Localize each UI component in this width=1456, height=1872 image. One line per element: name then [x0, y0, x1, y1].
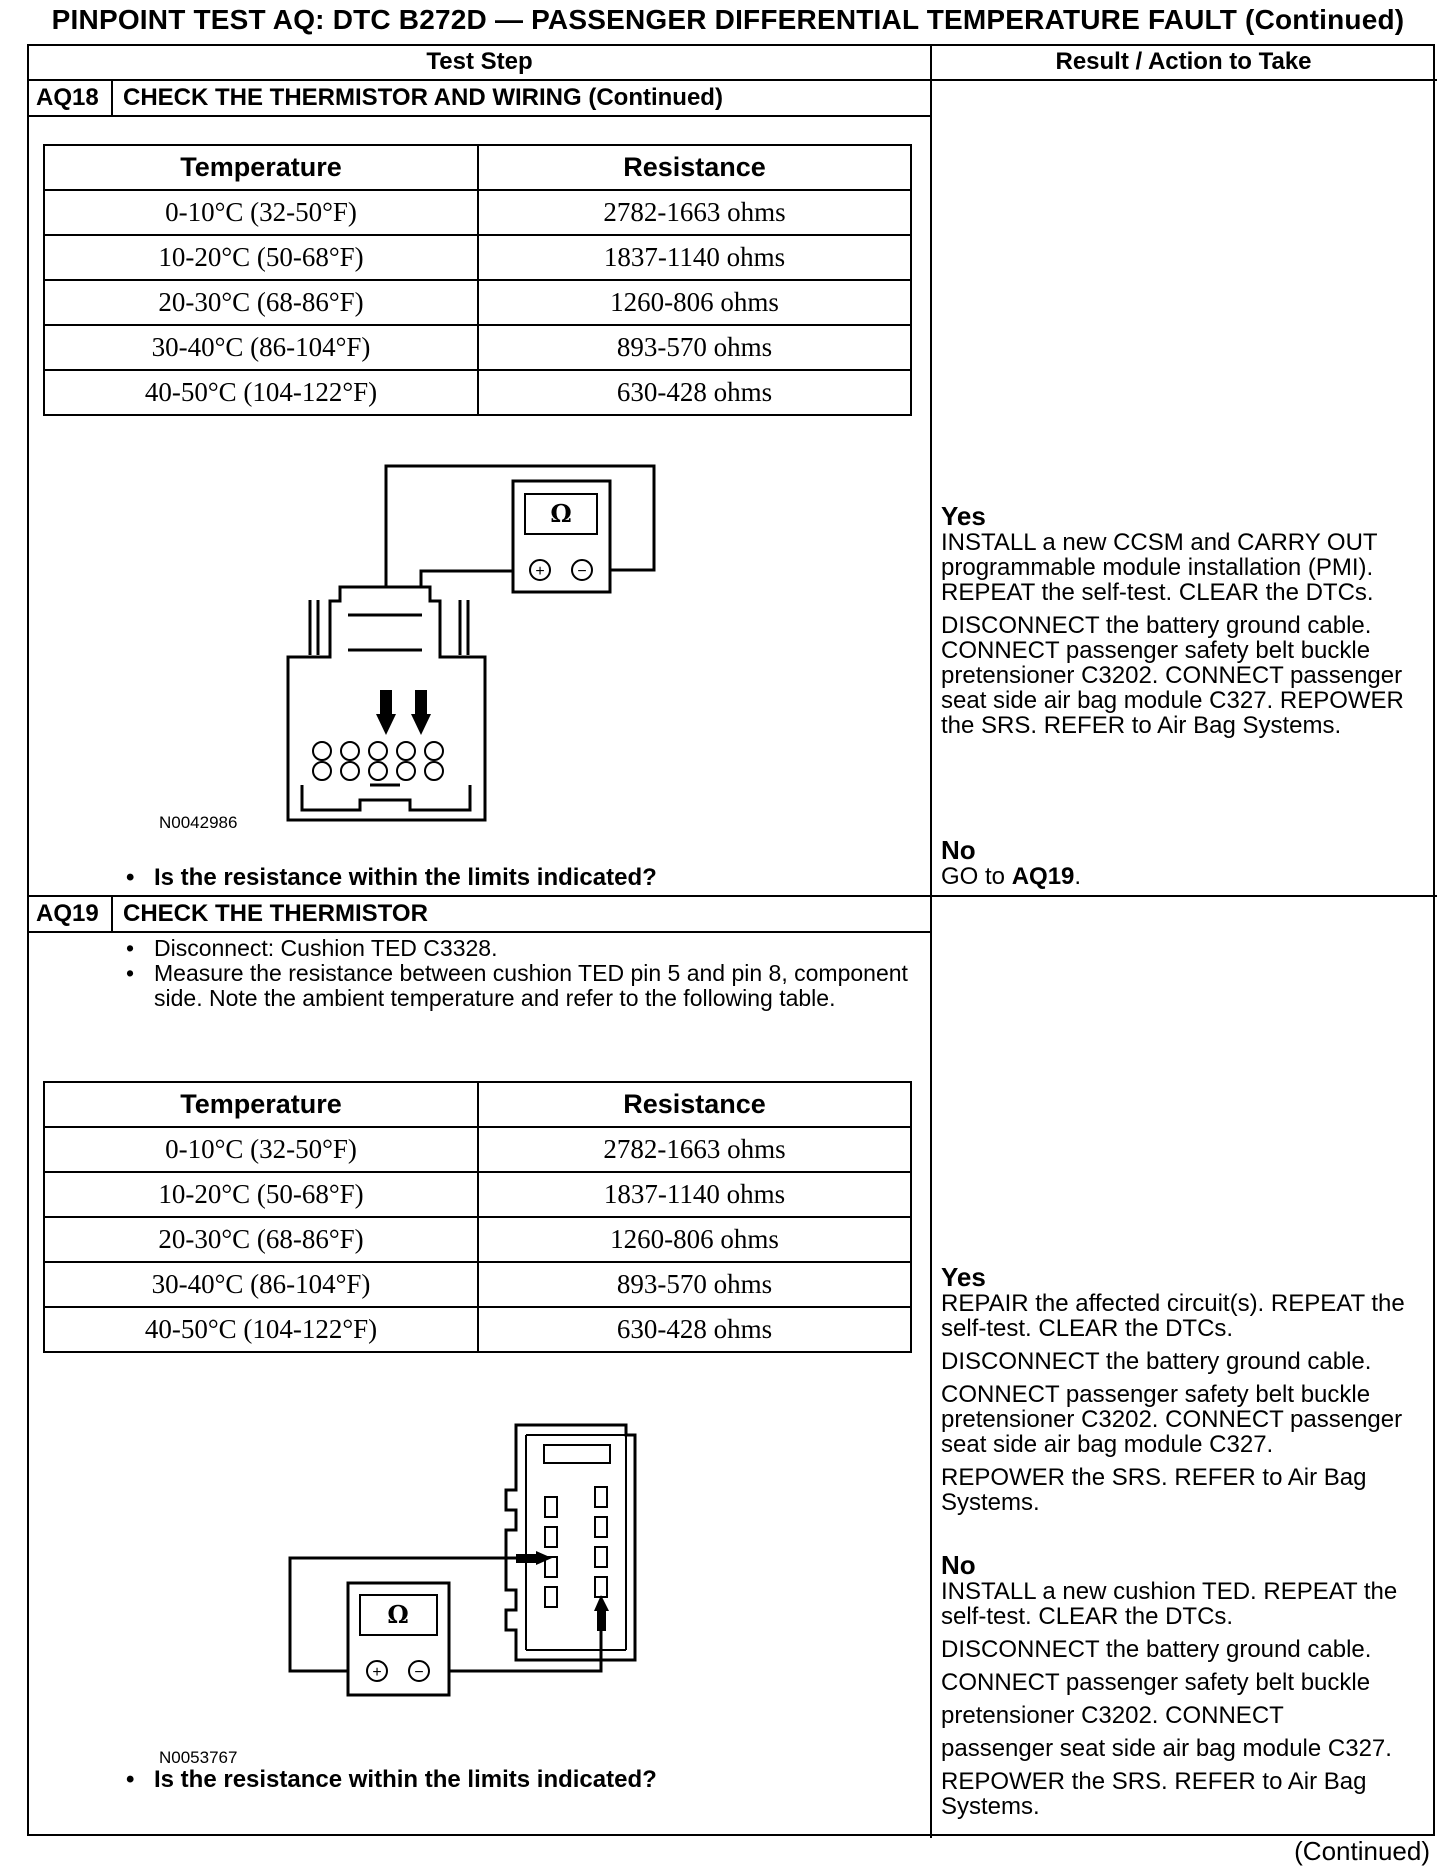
- page-title: PINPOINT TEST AQ: DTC B272D — PASSENGER DIFFERENTIAL TEMPERATURE FAULT (Continued): [51, 4, 1405, 35]
- step-id: AQ19: [36, 900, 99, 927]
- table-row: [44, 1172, 911, 1217]
- list-item: • Measure the resistance between cushion TED pin 5 and pin 8, component side. Note the ambient temperature and refer to the following table.: [126, 960, 908, 1011]
- temperature-cell: 40-50°C (104-122°F): [44, 1307, 478, 1352]
- resistance-table: [43, 144, 912, 416]
- question-text: Is the resistance within the limits indicated?: [154, 1766, 657, 1793]
- step-aq18-title-divider: [27, 115, 932, 117]
- resistance-cell: 1837-1140 ohms: [478, 235, 911, 280]
- no-label: No: [941, 1550, 976, 1580]
- yes-label: Yes: [941, 501, 986, 531]
- yes-action: CONNECT passenger safety belt buckle pretensioner C3202. CONNECT passenger seat side air bag module C327.: [941, 1381, 1403, 1458]
- no-action: passenger seat side air bag module C327.: [941, 1735, 1392, 1762]
- result-no: [941, 1551, 1431, 1827]
- go-to-step-link[interactable]: AQ19: [1011, 863, 1075, 890]
- yes-action: DISCONNECT the battery ground cable.: [941, 1348, 1372, 1375]
- temperature-cell: 20-30°C (68-86°F): [44, 280, 478, 325]
- table-header-row: [44, 1082, 911, 1127]
- negative-terminal-label: −: [577, 563, 587, 580]
- question-text: Is the resistance within the limits indicated?: [154, 864, 657, 891]
- table-row: [44, 1262, 911, 1307]
- temperature-header: Temperature: [44, 145, 478, 190]
- no-label: No: [941, 835, 976, 865]
- temperature-cell: 0-10°C (32-50°F): [44, 190, 478, 235]
- table-row: [44, 1307, 911, 1352]
- step-title: CHECK THE THERMISTOR AND WIRING (Continued): [123, 84, 723, 111]
- temperature-cell: 0-10°C (32-50°F): [44, 1127, 478, 1172]
- ohmmeter: [513, 481, 610, 592]
- resistance-cell: 1260-806 ohms: [478, 280, 911, 325]
- positive-terminal-label: +: [372, 1664, 382, 1681]
- yes-label: Yes: [941, 1262, 986, 1292]
- ohm-symbol: Ω: [550, 499, 572, 528]
- positive-terminal-label: +: [535, 563, 545, 580]
- figure-id: N0042986: [159, 813, 238, 832]
- temperature-header: Temperature: [44, 1082, 478, 1127]
- question: [118, 864, 657, 892]
- no-action: INSTALL a new cushion TED. REPEAT the self-test. CLEAR the DTCs.: [941, 1578, 1398, 1630]
- step-aq19-title-divider: [27, 931, 932, 933]
- connector-ohmmeter-figure: [270, 455, 670, 825]
- temperature-cell: 10-20°C (50-68°F): [44, 235, 478, 280]
- temperature-cell: 10-20°C (50-68°F): [44, 1172, 478, 1217]
- no-action: REPOWER the SRS. REFER to Air Bag Systems.: [941, 1768, 1367, 1820]
- resistance-cell: 1260-806 ohms: [478, 1217, 911, 1262]
- resistance-cell: 893-570 ohms: [478, 1262, 911, 1307]
- resistance-cell: 630-428 ohms: [478, 1307, 911, 1352]
- table-row: [44, 1127, 911, 1172]
- table-row: [44, 280, 911, 325]
- no-action: GO to AQ19.: [941, 863, 1082, 890]
- result-yes: [941, 1263, 1431, 1523]
- yes-action: INSTALL a new CCSM and CARRY OUT programmable module installation (PMI). REPEAT the self-test. CLEAR the DTCs.: [941, 529, 1378, 606]
- resistance-cell: 630-428 ohms: [478, 370, 911, 415]
- ohmmeter: [348, 1583, 449, 1695]
- question: [118, 1766, 657, 1794]
- ted-connector: [506, 1425, 635, 1660]
- table-header-row: [44, 145, 911, 190]
- resistance-cell: 893-570 ohms: [478, 325, 911, 370]
- table-row: [44, 1217, 911, 1262]
- table-row: [44, 190, 911, 235]
- list-item: • Disconnect: Cushion TED C3328.: [126, 935, 498, 961]
- temperature-cell: 40-50°C (104-122°F): [44, 370, 478, 415]
- resistance-cell: 1837-1140 ohms: [478, 1172, 911, 1217]
- yes-action: DISCONNECT the battery ground cable. CONNECT passenger safety belt buckle pretensioner C3202. CONNECT passenger seat side air bag module C327. REPOWER the SRS. REFER to Air Bag Systems.: [941, 612, 1404, 739]
- temperature-cell: 20-30°C (68-86°F): [44, 1217, 478, 1262]
- table-row: [44, 325, 911, 370]
- table-row: [44, 235, 911, 280]
- bullet: •: [126, 864, 135, 891]
- yes-action: REPOWER the SRS. REFER to Air Bag Systems.: [941, 1464, 1367, 1516]
- figure-id: N0053767: [159, 1748, 238, 1767]
- step-aq19-id-divider: [111, 896, 113, 932]
- result-no: [941, 836, 1431, 889]
- continued-footer: (Continued): [1294, 1836, 1430, 1866]
- yes-action: REPAIR the affected circuit(s). REPEAT the self-test. CLEAR the DTCs.: [941, 1290, 1405, 1342]
- resistance-header: Resistance: [478, 145, 911, 190]
- temperature-cell: 30-40°C (86-104°F): [44, 325, 478, 370]
- no-action: pretensioner C3202. CONNECT: [941, 1702, 1284, 1729]
- column-header-test-step: Test Step: [426, 48, 533, 75]
- resistance-header: Resistance: [478, 1082, 911, 1127]
- result-yes: [941, 502, 1431, 746]
- step-title: CHECK THE THERMISTOR: [123, 900, 428, 927]
- resistance-cell: 2782-1663 ohms: [478, 190, 911, 235]
- resistance-table: [43, 1081, 912, 1353]
- instruction-list: [118, 936, 914, 1011]
- ted-connector-ohmmeter-figure: [280, 1415, 660, 1735]
- bullet: •: [126, 1766, 135, 1793]
- resistance-cell: 2782-1663 ohms: [478, 1127, 911, 1172]
- no-action: CONNECT passenger safety belt buckle: [941, 1669, 1371, 1696]
- step-divider: [27, 895, 1437, 897]
- negative-terminal-label: −: [414, 1664, 424, 1681]
- step-id: AQ18: [36, 84, 99, 111]
- column-header-result: Result / Action to Take: [1055, 48, 1312, 75]
- column-divider: [930, 44, 932, 1838]
- no-action: DISCONNECT the battery ground cable.: [941, 1636, 1372, 1663]
- step-aq18-id-divider: [111, 80, 113, 116]
- temperature-cell: 30-40°C (86-104°F): [44, 1262, 478, 1307]
- ohm-symbol: Ω: [387, 1600, 409, 1629]
- table-row: [44, 370, 911, 415]
